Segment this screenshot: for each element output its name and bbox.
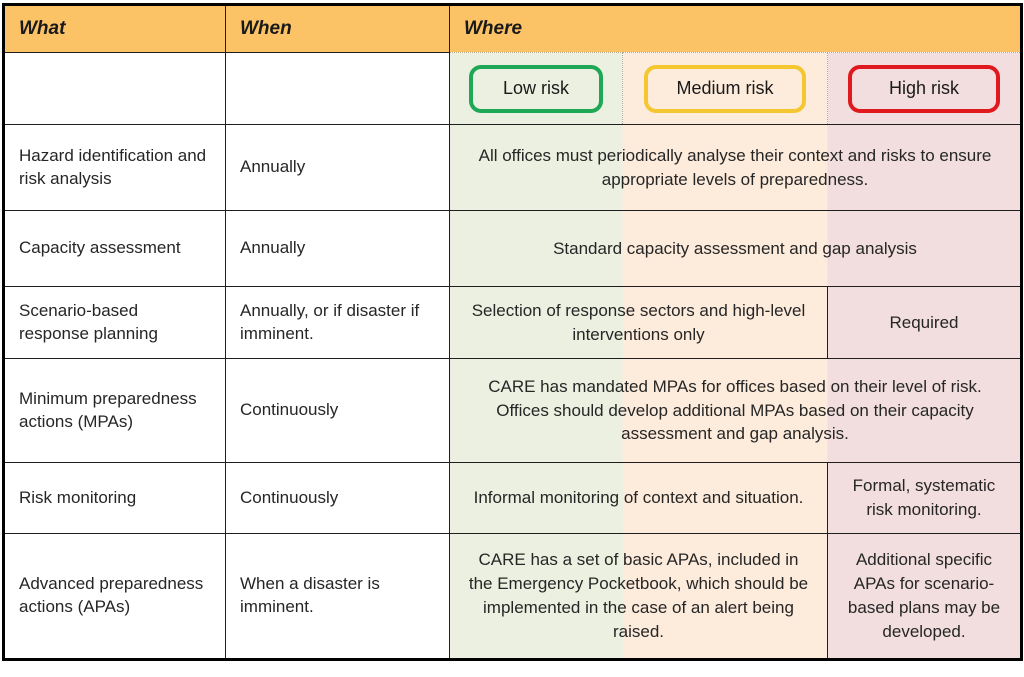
what-cell: Capacity assessment: [4, 211, 226, 287]
table-row: [4, 534, 1022, 660]
when-cell: Annually: [226, 125, 450, 211]
when-cell: When a disaster is imminent.: [226, 534, 450, 660]
risk-level-row: [4, 53, 1022, 125]
when-cell: Continuously: [226, 463, 450, 534]
table-row: [4, 287, 1022, 359]
where-high-cell: Additional specific APAs for scenario-based plans may be developed.: [828, 534, 1022, 660]
where-high-cell: Required: [828, 287, 1022, 359]
high-risk-badge: High risk: [848, 65, 999, 113]
column-header-what: What: [4, 5, 226, 53]
medium-risk-badge: Medium risk: [644, 65, 806, 113]
what-cell: Scenario-based response planning: [4, 287, 226, 359]
table-row: [4, 211, 1022, 287]
what-cell: Advanced preparedness actions (APAs): [4, 534, 226, 660]
where-all-cell: All offices must periodically analyse their context and risks to ensure appropriate levels of preparedness.: [450, 125, 1022, 211]
table-row: [4, 125, 1022, 211]
column-header-when: When: [226, 5, 450, 53]
what-cell: Minimum preparedness actions (MPAs): [4, 359, 226, 463]
where-lowmed-cell: CARE has a set of basic APAs, included in the Emergency Pocketbook, which should be implemented in the case of an alert being raised.: [450, 534, 828, 660]
medium-risk-cell: [623, 53, 828, 125]
preparedness-table: [2, 3, 1023, 661]
where-high-cell: Formal, systematic risk monitoring.: [828, 463, 1022, 534]
low-risk-badge: Low risk: [469, 65, 603, 113]
header-row: [4, 5, 1022, 53]
where-lowmed-cell: Selection of response sectors and high-level interventions only: [450, 287, 828, 359]
empty-when-cell: [226, 53, 450, 125]
when-cell: Continuously: [226, 359, 450, 463]
table-row: [4, 359, 1022, 463]
where-all-cell: CARE has mandated MPAs for offices based on their level of risk. Offices should develop additional MPAs based on their capacity assessment and gap analysis.: [450, 359, 1022, 463]
when-cell: Annually: [226, 211, 450, 287]
empty-what-cell: [4, 53, 226, 125]
where-all-cell: Standard capacity assessment and gap analysis: [450, 211, 1022, 287]
when-cell: Annually, or if disaster if imminent.: [226, 287, 450, 359]
table-row: [4, 463, 1022, 534]
what-cell: Hazard identification and risk analysis: [4, 125, 226, 211]
what-cell: Risk monitoring: [4, 463, 226, 534]
high-risk-cell: [828, 53, 1022, 125]
column-header-where: Where: [450, 5, 1022, 53]
low-risk-cell: [450, 53, 623, 125]
where-lowmed-cell: Informal monitoring of context and situation.: [450, 463, 828, 534]
